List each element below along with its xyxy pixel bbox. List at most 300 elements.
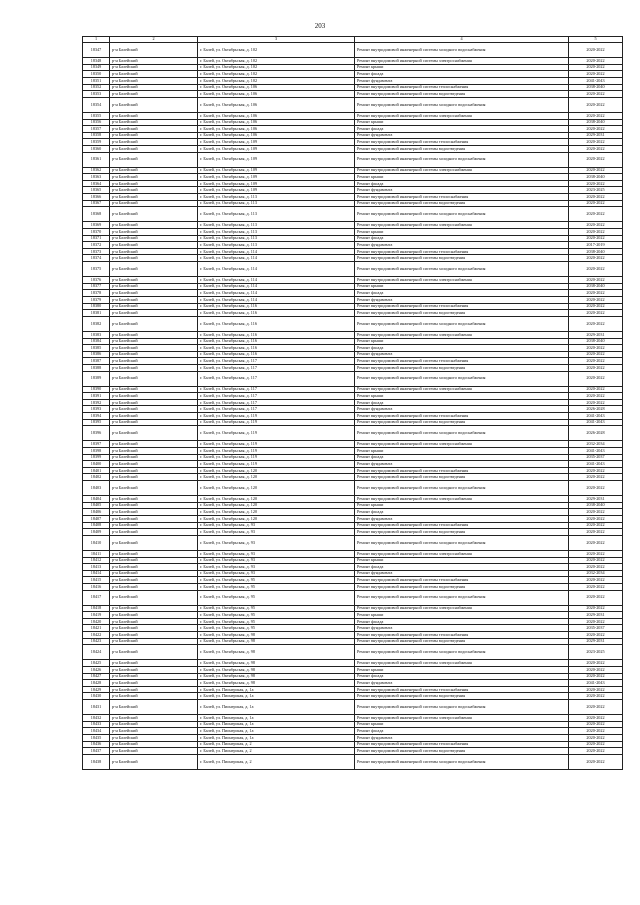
cell-period: 2038-2040 (569, 174, 623, 181)
cell-district: р-н Балейский (110, 277, 198, 284)
cell-district: р-н Балейский (110, 132, 198, 139)
cell-district: р-н Балейский (110, 583, 198, 590)
table-row (83, 126, 623, 133)
cell-period: 2020-2022 (569, 97, 623, 112)
cell-row-number: 18436 (83, 741, 110, 748)
cell-row-number: 18419 (83, 612, 110, 619)
cell-district: р-н Балейский (110, 207, 198, 222)
cell-row-number: 18425 (83, 660, 110, 667)
cell-address: г. Балей, ул. Пионерская, д. 1а (198, 693, 355, 700)
cell-district: р-н Балейский (110, 187, 198, 194)
cell-row-number: 18418 (83, 605, 110, 612)
table-row (83, 132, 623, 139)
cell-address: г. Балей, ул. Октябрьская, д. 114 (198, 248, 355, 255)
cell-period: 2020-2022 (569, 700, 623, 715)
cell-row-number: 18432 (83, 715, 110, 722)
column-header-5: 5 (569, 37, 623, 43)
cell-period: 2020-2022 (569, 754, 623, 769)
cell-row-number: 18410 (83, 535, 110, 550)
cell-district: р-н Балейский (110, 529, 198, 536)
cell-district: р-н Балейский (110, 441, 198, 448)
table-row (83, 605, 623, 612)
cell-address: г. Балей, ул. Октябрьская, д. 116 (198, 310, 355, 317)
cell-district: р-н Балейский (110, 632, 198, 639)
cell-period: 2020-2022 (569, 522, 623, 529)
cell-row-number: 18413 (83, 564, 110, 571)
table-row (83, 680, 623, 687)
cell-period: 2020-2022 (569, 290, 623, 297)
cell-district: р-н Балейский (110, 152, 198, 167)
cell-district: р-н Балейский (110, 660, 198, 667)
cell-address: г. Балей, ул. Октябрьская, д. 116 (198, 345, 355, 352)
cell-work-type: Ремонт фундамента (355, 296, 569, 303)
cell-row-number: 18405 (83, 502, 110, 509)
cell-district: р-н Балейский (110, 645, 198, 660)
cell-district: р-н Балейский (110, 331, 198, 338)
cell-address: г. Балей, ул. Пионерская, д. 2 (198, 754, 355, 769)
cell-address: г. Балей, ул. Октябрьская, д. 109 (198, 187, 355, 194)
table-row (83, 207, 623, 222)
table-row (83, 474, 623, 481)
cell-work-type: Ремонт внутридомовой инженерной системы водоотведения (355, 419, 569, 426)
cell-work-type: Ремонт крыши (355, 119, 569, 126)
cell-period: 2020-2022 (569, 386, 623, 393)
cell-district: р-н Балейский (110, 126, 198, 133)
cell-work-type: Ремонт внутридомовой инженерной системы холодного водоснабжения (355, 207, 569, 222)
cell-address: г. Балей, ул. Октябрьская, д. 106 (198, 119, 355, 126)
cell-row-number: 18424 (83, 645, 110, 660)
cell-district: р-н Балейский (110, 570, 198, 577)
cell-row-number: 18385 (83, 345, 110, 352)
cell-address: г. Балей, ул. Октябрьская, д. 113 (198, 235, 355, 242)
cell-row-number: 18351 (83, 77, 110, 84)
cell-row-number: 18380 (83, 303, 110, 310)
cell-row-number: 18407 (83, 515, 110, 522)
table-row (83, 222, 623, 229)
cell-row-number: 18386 (83, 351, 110, 358)
cell-address: г. Балей, ул. Октябрьская, д. 120 (198, 474, 355, 481)
cell-period: 2020-2022 (569, 673, 623, 680)
cell-period: 2020-2022 (569, 728, 623, 735)
cell-work-type: Ремонт крыши (355, 612, 569, 619)
cell-district: р-н Балейский (110, 618, 198, 625)
cell-address: г. Балей, ул. Октябрьская, д. 109 (198, 139, 355, 146)
cell-district: р-н Балейский (110, 139, 198, 146)
table-row (83, 64, 623, 71)
table-row (83, 570, 623, 577)
cell-row-number: 18370 (83, 229, 110, 236)
cell-work-type: Ремонт внутридомовой инженерной системы холодного водоснабжения (355, 97, 569, 112)
table-row (83, 564, 623, 571)
cell-period: 2020-2022 (569, 145, 623, 152)
cell-address: г. Балей, ул. Октябрьская, д. 117 (198, 393, 355, 400)
cell-work-type: Ремонт внутридомовой инженерной системы теплоснабжения (355, 467, 569, 474)
cell-period: 2020-2022 (569, 351, 623, 358)
table-row (83, 448, 623, 455)
cell-period: 2020-2022 (569, 262, 623, 277)
cell-work-type: Ремонт внутридомовой инженерной системы холодного водоснабжения (355, 426, 569, 441)
cell-address: г. Балей, ул. Октябрьская, д. 113 (198, 194, 355, 201)
cell-address: г. Балей, ул. Октябрьская, д. 119 (198, 413, 355, 420)
cell-row-number: 18375 (83, 262, 110, 277)
cell-address: г. Балей, ул. Октябрьская, д. 98 (198, 667, 355, 674)
cell-address: г. Балей, ул. Октябрьская, д. 113 (198, 242, 355, 249)
cell-period: 2020-2022 (569, 715, 623, 722)
cell-work-type: Ремонт внутридомовой инженерной системы электроснабжения (355, 386, 569, 393)
cell-address: г. Балей, ул. Октябрьская, д. 98 (198, 680, 355, 687)
cell-row-number: 18398 (83, 448, 110, 455)
table-row (83, 262, 623, 277)
cell-work-type: Ремонт фасада (355, 235, 569, 242)
cell-work-type: Ремонт фасада (355, 345, 569, 352)
cell-address: г. Балей, ул. Октябрьская, д. 116 (198, 303, 355, 310)
cell-row-number: 18355 (83, 112, 110, 119)
cell-period: 2029-2031 (569, 612, 623, 619)
cell-district: р-н Балейский (110, 461, 198, 468)
table-row (83, 84, 623, 91)
cell-period: 2020-2022 (569, 535, 623, 550)
cell-row-number: 18357 (83, 126, 110, 133)
table-row (83, 632, 623, 639)
cell-row-number: 18381 (83, 310, 110, 317)
cell-address: г. Балей, ул. Октябрьская, д. 120 (198, 515, 355, 522)
cell-address: г. Балей, ул. Октябрьская, д. 114 (198, 283, 355, 290)
table-row (83, 625, 623, 632)
table-row (83, 174, 623, 181)
cell-address: г. Балей, ул. Октябрьская, д. 113 (198, 222, 355, 229)
cell-district: р-н Балейский (110, 481, 198, 496)
cell-district: р-н Балейский (110, 399, 198, 406)
cell-district: р-н Балейский (110, 58, 198, 65)
cell-district: р-н Балейский (110, 686, 198, 693)
cell-work-type: Ремонт внутридомовой инженерной системы теплоснабжения (355, 632, 569, 639)
table-row (83, 358, 623, 365)
cell-work-type: Ремонт крыши (355, 64, 569, 71)
cell-district: р-н Балейский (110, 242, 198, 249)
cell-row-number: 18367 (83, 200, 110, 207)
table-row (83, 200, 623, 207)
table-row (83, 700, 623, 715)
cell-work-type: Ремонт внутридомовой инженерной системы электроснабжения (355, 167, 569, 174)
cell-district: р-н Балейский (110, 112, 198, 119)
cell-row-number: 18359 (83, 139, 110, 146)
cell-work-type: Ремонт внутридомовой инженерной системы холодного водоснабжения (355, 754, 569, 769)
cell-period: 2020-2022 (569, 180, 623, 187)
cell-work-type: Ремонт внутридомовой инженерной системы холодного водоснабжения (355, 700, 569, 715)
cell-district: р-н Балейский (110, 557, 198, 564)
cell-work-type: Ремонт внутридомовой инженерной системы теплоснабжения (355, 577, 569, 584)
cell-address: г. Балей, ул. Пионерская, д. 2 (198, 741, 355, 748)
cell-period: 2041-2043 (569, 448, 623, 455)
table-row (83, 426, 623, 441)
table-row (83, 338, 623, 345)
table-row (83, 660, 623, 667)
cell-address: г. Балей, ул. Октябрьская, д. 117 (198, 386, 355, 393)
cell-address: г. Балей, ул. Октябрьская, д. 119 (198, 426, 355, 441)
table-row (83, 529, 623, 536)
cell-district: р-н Балейский (110, 222, 198, 229)
cell-period: 2029-2031 (569, 638, 623, 645)
table-row (83, 734, 623, 741)
cell-period: 2020-2022 (569, 515, 623, 522)
cell-period: 2020-2022 (569, 207, 623, 222)
cell-row-number: 18395 (83, 419, 110, 426)
cell-row-number: 18414 (83, 570, 110, 577)
cell-row-number: 18435 (83, 734, 110, 741)
cell-district: р-н Балейский (110, 693, 198, 700)
cell-row-number: 18372 (83, 242, 110, 249)
cell-period: 2020-2022 (569, 316, 623, 331)
cell-row-number: 18434 (83, 728, 110, 735)
cell-period: 2020-2022 (569, 605, 623, 612)
cell-period: 2020-2022 (569, 721, 623, 728)
table-row (83, 673, 623, 680)
cell-work-type: Ремонт внутридомовой инженерной системы холодного водоснабжения (355, 262, 569, 277)
cell-address: г. Балей, ул. Октябрьская, д. 113 (198, 229, 355, 236)
cell-address: г. Балей, ул. Пионерская, д. 1а (198, 686, 355, 693)
cell-address: г. Балей, ул. Октябрьская, д. 109 (198, 152, 355, 167)
cell-district: р-н Балейский (110, 474, 198, 481)
cell-district: р-н Балейский (110, 673, 198, 680)
cell-work-type: Ремонт внутридомовой инженерной системы холодного водоснабжения (355, 316, 569, 331)
cell-work-type: Ремонт внутридомовой инженерной системы электроснабжения (355, 605, 569, 612)
cell-period: 2026-2028 (569, 426, 623, 441)
table-row (83, 229, 623, 236)
cell-address: г. Балей, ул. Октябрьская, д. 93 (198, 557, 355, 564)
cell-address: г. Балей, ул. Октябрьская, д. 120 (198, 481, 355, 496)
cell-address: г. Балей, ул. Октябрьская, д. 114 (198, 290, 355, 297)
cell-period: 2020-2022 (569, 618, 623, 625)
table-row (83, 316, 623, 331)
cell-address: г. Балей, ул. Октябрьская, д. 95 (198, 612, 355, 619)
cell-row-number: 18433 (83, 721, 110, 728)
cell-address: г. Балей, ул. Пионерская, д. 2 (198, 748, 355, 755)
table-row (83, 496, 623, 503)
cell-row-number: 18383 (83, 331, 110, 338)
cell-period: 2020-2022 (569, 296, 623, 303)
cell-work-type: Ремонт внутридомовой инженерной системы теплоснабжения (355, 139, 569, 146)
cell-row-number: 18358 (83, 132, 110, 139)
cell-address: г. Балей, ул. Октябрьская, д. 116 (198, 338, 355, 345)
table-row (83, 345, 623, 352)
cell-address: г. Балей, ул. Октябрьская, д. 120 (198, 502, 355, 509)
cell-address: г. Балей, ул. Октябрьская, д. 95 (198, 618, 355, 625)
cell-district: р-н Балейский (110, 248, 198, 255)
cell-address: г. Балей, ул. Октябрьская, д. 120 (198, 496, 355, 503)
table-row (83, 277, 623, 284)
cell-row-number: 18366 (83, 194, 110, 201)
cell-address: г. Балей, ул. Октябрьская, д. 114 (198, 255, 355, 262)
cell-row-number: 18365 (83, 187, 110, 194)
column-header-4: 4 (355, 37, 569, 43)
cell-district: р-н Балейский (110, 564, 198, 571)
cell-address: г. Балей, ул. Октябрьская, д. 114 (198, 296, 355, 303)
cell-period: 2038-2040 (569, 119, 623, 126)
cell-address: г. Балей, ул. Октябрьская, д. 98 (198, 660, 355, 667)
cell-row-number: 18412 (83, 557, 110, 564)
cell-work-type: Ремонт внутридомовой инженерной системы водоотведения (355, 310, 569, 317)
table-row (83, 242, 623, 249)
table-row (83, 618, 623, 625)
cell-district: р-н Балейский (110, 393, 198, 400)
cell-district: р-н Балейский (110, 229, 198, 236)
cell-period: 2020-2022 (569, 467, 623, 474)
cell-work-type: Ремонт фундамента (355, 406, 569, 413)
cell-row-number: 18392 (83, 399, 110, 406)
cell-row-number: 18384 (83, 338, 110, 345)
cell-district: р-н Балейский (110, 748, 198, 755)
cell-row-number: 18403 (83, 481, 110, 496)
cell-district: р-н Балейский (110, 180, 198, 187)
cell-address: г. Балей, ул. Октябрьская, д. 102 (198, 71, 355, 78)
cell-work-type: Ремонт внутридомовой инженерной системы электроснабжения (355, 277, 569, 284)
cell-row-number: 18396 (83, 426, 110, 441)
cell-row-number: 18430 (83, 693, 110, 700)
cell-row-number: 18423 (83, 638, 110, 645)
cell-address: г. Балей, ул. Октябрьская, д. 102 (198, 77, 355, 84)
cell-period: 2020-2022 (569, 577, 623, 584)
table-row (83, 371, 623, 386)
cell-work-type: Ремонт внутридомовой инженерной системы водоотведения (355, 693, 569, 700)
table-row (83, 638, 623, 645)
table-row (83, 235, 623, 242)
cell-row-number: 18426 (83, 667, 110, 674)
cell-work-type: Ремонт крыши (355, 721, 569, 728)
cell-row-number: 18369 (83, 222, 110, 229)
cell-district: р-н Балейский (110, 97, 198, 112)
table-row (83, 612, 623, 619)
cell-period: 2020-2022 (569, 393, 623, 400)
cell-work-type: Ремонт внутридомовой инженерной системы теплоснабжения (355, 358, 569, 365)
cell-period: 2020-2022 (569, 43, 623, 58)
cell-work-type: Ремонт фасада (355, 618, 569, 625)
cell-district: р-н Балейский (110, 194, 198, 201)
cell-row-number: 18349 (83, 64, 110, 71)
cell-work-type: Ремонт внутридомовой инженерной системы холодного водоснабжения (355, 645, 569, 660)
cell-address: г. Балей, ул. Октябрьская, д. 109 (198, 167, 355, 174)
cell-work-type: Ремонт внутридомовой инженерной системы водоотведения (355, 474, 569, 481)
cell-row-number: 18417 (83, 590, 110, 605)
cell-district: р-н Балейский (110, 283, 198, 290)
cell-district: р-н Балейский (110, 303, 198, 310)
cell-address: г. Балей, ул. Октябрьская, д. 119 (198, 419, 355, 426)
cell-row-number: 18422 (83, 632, 110, 639)
cell-work-type: Ремонт фасада (355, 454, 569, 461)
cell-district: р-н Балейский (110, 255, 198, 262)
cell-address: г. Балей, ул. Октябрьская, д. 93 (198, 550, 355, 557)
cell-row-number: 18404 (83, 496, 110, 503)
table-row (83, 194, 623, 201)
cell-district: р-н Балейский (110, 509, 198, 516)
cell-work-type: Ремонт фасада (355, 180, 569, 187)
cell-work-type: Ремонт крыши (355, 174, 569, 181)
cell-district: р-н Балейский (110, 721, 198, 728)
cell-address: г. Балей, ул. Октябрьская, д. 109 (198, 145, 355, 152)
cell-address: г. Балей, ул. Октябрьская, д. 98 (198, 645, 355, 660)
table-row (83, 686, 623, 693)
table-row (83, 71, 623, 78)
cell-work-type: Ремонт внутридомовой инженерной системы электроснабжения (355, 331, 569, 338)
cell-address: г. Балей, ул. Октябрьская, д. 95 (198, 625, 355, 632)
cell-row-number: 18431 (83, 700, 110, 715)
cell-row-number: 18402 (83, 474, 110, 481)
cell-period: 2020-2022 (569, 632, 623, 639)
cell-work-type: Ремонт крыши (355, 283, 569, 290)
cell-period: 2032-2034 (569, 570, 623, 577)
page-number: 203 (314, 22, 326, 30)
cell-row-number: 18387 (83, 358, 110, 365)
cell-period: 2041-2043 (569, 680, 623, 687)
table-row (83, 139, 623, 146)
cell-work-type: Ремонт фасада (355, 399, 569, 406)
cell-period: 2020-2022 (569, 152, 623, 167)
cell-address: г. Балей, ул. Октябрьская, д. 93 (198, 522, 355, 529)
cell-district: р-н Балейский (110, 728, 198, 735)
cell-row-number: 18415 (83, 577, 110, 584)
cell-period: 2029-2031 (569, 331, 623, 338)
table-row (83, 187, 623, 194)
cell-work-type: Ремонт фундамента (355, 515, 569, 522)
cell-row-number: 18364 (83, 180, 110, 187)
cell-district: р-н Балейский (110, 290, 198, 297)
cell-period: 2020-2022 (569, 529, 623, 536)
cell-work-type: Ремонт фасада (355, 71, 569, 78)
cell-period: 2020-2022 (569, 667, 623, 674)
cell-work-type: Ремонт фундамента (355, 625, 569, 632)
cell-district: р-н Балейский (110, 338, 198, 345)
cell-row-number: 18354 (83, 97, 110, 112)
cell-district: р-н Балейский (110, 638, 198, 645)
table-row (83, 754, 623, 769)
cell-district: р-н Балейский (110, 625, 198, 632)
cell-work-type: Ремонт внутридомовой инженерной системы холодного водоснабжения (355, 481, 569, 496)
cell-row-number: 18406 (83, 509, 110, 516)
table-row (83, 290, 623, 297)
cell-work-type: Ремонт фундамента (355, 242, 569, 249)
cell-row-number: 18401 (83, 467, 110, 474)
cell-period: 2020-2022 (569, 741, 623, 748)
cell-row-number: 18368 (83, 207, 110, 222)
cell-district: р-н Балейский (110, 235, 198, 242)
cell-work-type: Ремонт фасада (355, 126, 569, 133)
register-table (82, 36, 623, 770)
cell-address: г. Балей, ул. Октябрьская, д. 119 (198, 448, 355, 455)
cell-row-number: 18356 (83, 119, 110, 126)
cell-row-number: 18438 (83, 754, 110, 769)
cell-work-type: Ремонт внутридомовой инженерной системы водоотведения (355, 748, 569, 755)
cell-district: р-н Балейский (110, 119, 198, 126)
table-row (83, 364, 623, 371)
table-row (83, 509, 623, 516)
table-row (83, 461, 623, 468)
cell-row-number: 18394 (83, 413, 110, 420)
cell-period: 2020-2022 (569, 693, 623, 700)
cell-row-number: 18361 (83, 152, 110, 167)
cell-district: р-н Балейский (110, 419, 198, 426)
cell-address: г. Балей, ул. Октябрьская, д. 117 (198, 364, 355, 371)
cell-row-number: 18391 (83, 393, 110, 400)
cell-period: 2035-2037 (569, 625, 623, 632)
cell-work-type: Ремонт внутридомовой инженерной системы холодного водоснабжения (355, 43, 569, 58)
cell-period: 2020-2022 (569, 660, 623, 667)
table-row (83, 283, 623, 290)
table-row (83, 97, 623, 112)
cell-work-type: Ремонт внутридомовой инженерной системы теплоснабжения (355, 686, 569, 693)
cell-row-number: 18429 (83, 686, 110, 693)
table-row (83, 43, 623, 58)
cell-work-type: Ремонт крыши (355, 393, 569, 400)
cell-work-type: Ремонт внутридомовой инженерной системы электроснабжения (355, 550, 569, 557)
